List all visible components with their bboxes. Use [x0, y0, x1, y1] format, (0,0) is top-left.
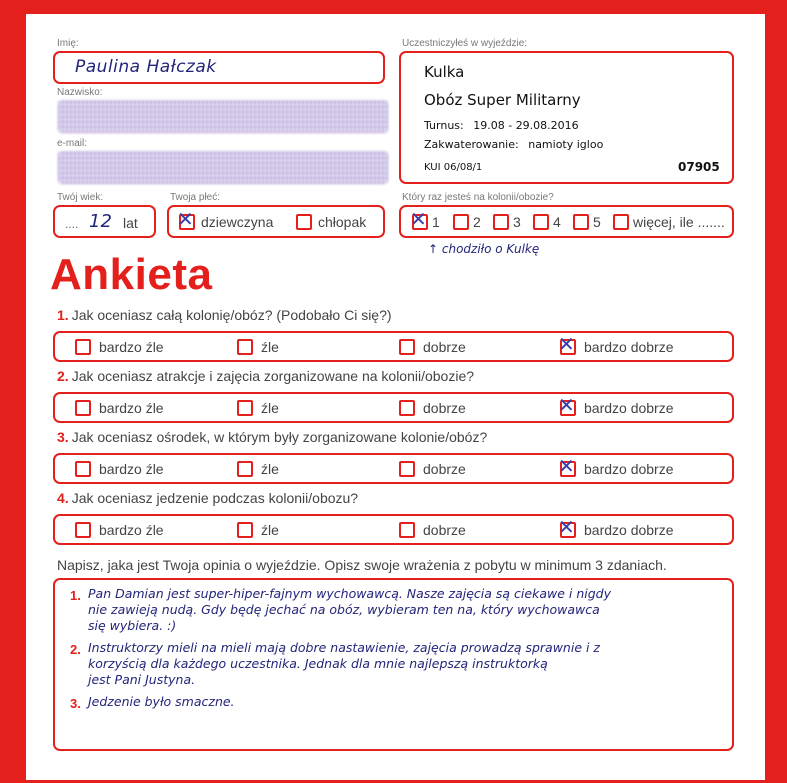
- trip-name: Kulka: [424, 63, 465, 81]
- opinion-number: 2.: [70, 642, 81, 657]
- rating-checkbox[interactable]: [75, 522, 91, 538]
- name-label: Imię:: [57, 38, 79, 49]
- times-option-label: 1: [432, 214, 440, 230]
- check-x-icon: ✕: [558, 393, 575, 417]
- rating-option-label: dobrze: [423, 522, 466, 538]
- check-x-icon: ✕: [558, 515, 575, 539]
- times-option-label: 3: [513, 214, 521, 230]
- opinion-line: Instruktorzy mieli na mieli mają dobre nastawienie, zajęcia prowadzą sprawnie i z: [88, 640, 600, 655]
- question-number: 3.: [57, 429, 69, 445]
- question-number: 2.: [57, 368, 69, 384]
- email-label: e-mail:: [57, 138, 88, 149]
- question-1: [57, 307, 392, 323]
- accommodation-value: namioty igloo: [528, 138, 604, 151]
- rating-checkbox[interactable]: [75, 461, 91, 477]
- age-value: 12: [89, 211, 112, 232]
- accommodation-label: Zakwaterowanie:: [424, 138, 519, 151]
- trip-label: Uczestniczyłeś w wyjeździe:: [402, 38, 528, 49]
- trip-code: KUI 06/08/1: [424, 162, 483, 173]
- opinion-line: nie zawieją nudą. Gdy będę jechać na obóz, wybieram ten na, który wychowawca: [88, 602, 600, 617]
- opinion-number: 3.: [70, 696, 81, 711]
- rating-option-label: bardzo dobrze: [584, 339, 674, 355]
- rating-option-label: bardzo dobrze: [584, 522, 674, 538]
- opinion-field[interactable]: [53, 578, 734, 751]
- trip-number: 07905: [678, 160, 720, 174]
- rating-option-label: źle: [261, 461, 279, 477]
- question-number: 1.: [57, 307, 69, 323]
- rating-option-label: źle: [261, 339, 279, 355]
- rating-checkbox[interactable]: [558, 393, 576, 417]
- term-value: 19.08 - 29.08.2016: [473, 119, 579, 132]
- question-text: Jak oceniasz ośrodek, w którym były zorganizowane kolonie/obóz?: [71, 429, 488, 445]
- opinion-line: jest Pani Justyna.: [88, 672, 196, 687]
- check-x-icon: ✕: [558, 454, 575, 478]
- check-x-icon: ✕: [410, 207, 427, 231]
- opinion-number: 1.: [70, 588, 81, 603]
- rating-checkbox[interactable]: [237, 522, 253, 538]
- times-field: [399, 205, 734, 238]
- opinion-line: się wybiera. :): [88, 618, 177, 633]
- times-checkbox-4[interactable]: [533, 214, 549, 230]
- name-value: Paulina Hałczak: [75, 57, 217, 77]
- rating-checkbox[interactable]: [558, 332, 576, 356]
- times-note-text: chodziło o Kulkę: [441, 242, 540, 256]
- rating-option-label: dobrze: [423, 461, 466, 477]
- name-field[interactable]: [53, 51, 385, 84]
- age-label: Twój wiek:: [57, 192, 104, 203]
- rating-option-label: dobrze: [423, 339, 466, 355]
- question-2: [57, 368, 474, 384]
- rating-checkbox[interactable]: [558, 515, 576, 539]
- times-checkbox-3[interactable]: [493, 214, 509, 230]
- rating-row-1: [53, 331, 734, 362]
- times-more-label: więcej, ile .......: [633, 214, 725, 230]
- gender-checkbox-chlopak[interactable]: [296, 214, 312, 230]
- rating-checkbox[interactable]: [558, 454, 576, 478]
- gender-option-label: dziewczyna: [201, 214, 274, 230]
- gender-field: [167, 205, 385, 238]
- term-label: Turnus:: [424, 119, 464, 132]
- question-text: Jak oceniasz jedzenie podczas kolonii/obozu?: [71, 490, 359, 506]
- redacted-email: [58, 151, 388, 184]
- question-3: [57, 429, 487, 445]
- rating-option-label: dobrze: [423, 400, 466, 416]
- rating-checkbox[interactable]: [399, 461, 415, 477]
- rating-option-label: bardzo źle: [99, 400, 164, 416]
- rating-checkbox[interactable]: [75, 339, 91, 355]
- trip-camp: Obóz Super Militarny: [424, 91, 581, 109]
- times-checkbox-2[interactable]: [453, 214, 469, 230]
- rating-checkbox[interactable]: [399, 339, 415, 355]
- times-checkbox-1[interactable]: [410, 207, 428, 231]
- age-unit: lat: [123, 215, 138, 231]
- check-x-icon: ✕: [177, 207, 194, 231]
- rating-row-4: [53, 514, 734, 545]
- check-x-icon: ✕: [558, 332, 575, 356]
- times-checkbox-5[interactable]: [573, 214, 589, 230]
- up-arrow-icon: ↑: [428, 242, 442, 256]
- rating-checkbox[interactable]: [399, 522, 415, 538]
- rating-checkbox[interactable]: [399, 400, 415, 416]
- rating-option-label: bardzo dobrze: [584, 461, 674, 477]
- age-dots: ....: [65, 217, 79, 231]
- question-text: Jak oceniasz atrakcje i zajęcia zorganizowane na kolonii/obozie?: [71, 368, 475, 384]
- rating-row-3: [53, 453, 734, 484]
- rating-option-label: bardzo źle: [99, 461, 164, 477]
- question-number: 4.: [57, 490, 69, 506]
- rating-option-label: źle: [261, 400, 279, 416]
- times-label: Który raz jesteś na kolonii/obozie?: [402, 192, 554, 203]
- age-field[interactable]: [53, 205, 156, 238]
- rating-row-2: [53, 392, 734, 423]
- gender-label: Twoja płeć:: [170, 192, 221, 203]
- surname-label: Nazwisko:: [57, 87, 103, 98]
- rating-option-label: bardzo źle: [99, 339, 164, 355]
- trip-box: [399, 51, 734, 184]
- times-checkbox-more[interactable]: [613, 214, 629, 230]
- opinion-line: Pan Damian jest super-hiper-fajnym wychowawcą. Nasze zajęcia są ciekawe i nigdy: [88, 586, 611, 601]
- times-note: [428, 242, 539, 256]
- rating-checkbox[interactable]: [237, 339, 253, 355]
- times-option-label: 2: [473, 214, 481, 230]
- rating-checkbox[interactable]: [237, 461, 253, 477]
- rating-checkbox[interactable]: [237, 400, 253, 416]
- gender-option-label: chłopak: [318, 214, 367, 230]
- opinion-prompt: Napisz, jaka jest Twoja opinia o wyjeździe. Opisz swoje wrażenia z pobytu w minimum 3 zdaniach.: [57, 557, 667, 573]
- rating-option-label: bardzo źle: [99, 522, 164, 538]
- opinion-line: korzyścią dla każdego uczestnika. Jednak dla mnie najlepszą instruktorką: [88, 656, 548, 671]
- times-option-label: 5: [593, 214, 601, 230]
- question-text: Jak oceniasz całą kolonię/obóz? (Podobało Ci się?): [71, 307, 392, 323]
- opinion-line: Jedzenie było smaczne.: [88, 694, 235, 709]
- redacted-surname: [58, 100, 388, 133]
- times-option-label: 4: [553, 214, 561, 230]
- survey-title: Ankieta: [50, 250, 213, 299]
- rating-checkbox[interactable]: [75, 400, 91, 416]
- rating-option-label: bardzo dobrze: [584, 400, 674, 416]
- gender-checkbox-dziewczyna[interactable]: [177, 207, 195, 231]
- rating-option-label: źle: [261, 522, 279, 538]
- question-4: [57, 490, 358, 506]
